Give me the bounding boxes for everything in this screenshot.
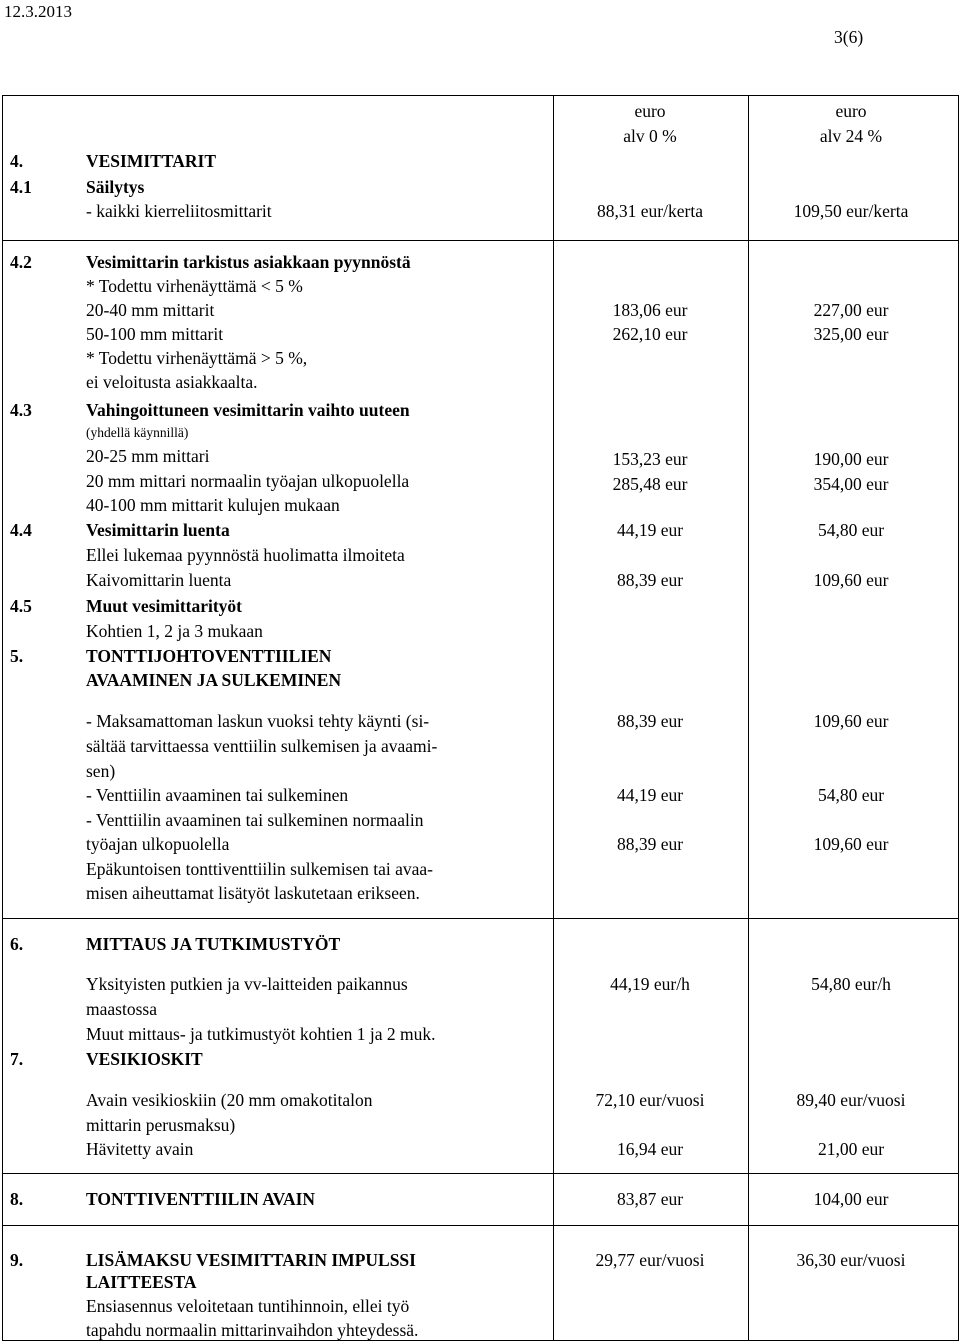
- item-label: - Venttiilin avaaminen tai sulkeminen: [86, 785, 349, 805]
- section-number: 4.3: [10, 400, 32, 420]
- item-label: Kaivomittarin luenta: [86, 570, 232, 590]
- price-alv24: 109,50 eur/kerta: [793, 201, 909, 221]
- price-alv0: 183,06 eur: [612, 300, 688, 320]
- section-number: 4.: [10, 151, 24, 171]
- price-alv0: 44,19 eur: [616, 785, 684, 805]
- price-alv24: 109,60 eur: [813, 570, 889, 590]
- item-label: Muut mittaus- ja tutkimustyöt kohtien 1 ja 2 muk.: [86, 1024, 436, 1044]
- section-title: Säilytys: [86, 177, 145, 197]
- item-label: misen aiheuttamat lisätyöt laskutetaan erikseen.: [86, 883, 420, 903]
- price-alv24: 109,60 eur: [813, 834, 889, 854]
- table-border-right: [958, 95, 959, 1341]
- price-alv0: 88,39 eur: [616, 570, 684, 590]
- section-title: TONTTIVENTTIILIN AVAIN: [86, 1189, 316, 1209]
- price-alv0: 16,94 eur: [616, 1139, 684, 1159]
- item-label: sältää tarvittaessa venttiilin sulkemisen ja avaami-: [86, 736, 438, 756]
- item-note: (yhdellä käynnillä): [86, 425, 189, 440]
- price-alv0: 285,48 eur: [612, 474, 688, 494]
- section-title: Vahingoittuneen vesimittarin vaihto uuteen: [86, 400, 410, 420]
- row-divider: [2, 1173, 959, 1174]
- price-alv24: 36,30 eur/vuosi: [796, 1250, 906, 1270]
- item-label: 20-25 mm mittari: [86, 446, 210, 466]
- column-divider-2: [748, 95, 749, 1341]
- item-label: ei veloitusta asiakkaalta.: [86, 372, 258, 392]
- price-alv24: 227,00 eur: [813, 300, 889, 320]
- price-alv0: 44,19 eur: [616, 520, 684, 540]
- price-alv0: 72,10 eur/vuosi: [595, 1090, 705, 1110]
- price-alv24: 354,00 eur: [813, 474, 889, 494]
- item-label: Ellei lukemaa pyynnöstä huolimatta ilmoiteta: [86, 545, 405, 565]
- item-label: tapahdu normaalin mittarinvaihdon yhteydessä.: [86, 1320, 419, 1340]
- section-number: 9.: [10, 1250, 24, 1270]
- item-label: työajan ulkopuolella: [86, 834, 230, 854]
- price-alv24: 54,80 eur/h: [811, 974, 891, 994]
- table-border-bottom: [2, 1340, 959, 1341]
- section-number: 7.: [10, 1049, 24, 1069]
- item-label: - Venttiilin avaaminen tai sulkeminen normaalin: [86, 810, 424, 830]
- price-alv24: 89,40 eur/vuosi: [796, 1090, 906, 1110]
- price-alv24: 104,00 eur: [813, 1189, 889, 1209]
- price-alv24: 54,80 eur: [817, 520, 885, 540]
- column-header-vat: alv 24 %: [819, 126, 883, 146]
- item-label: maastossa: [86, 999, 157, 1019]
- section-title: VESIKIOSKIT: [86, 1049, 203, 1069]
- price-alv24: 109,60 eur: [813, 711, 889, 731]
- item-label: mittarin perusmaksu): [86, 1115, 236, 1135]
- section-number: 4.5: [10, 596, 32, 616]
- item-label: 40-100 mm mittarit kulujen mukaan: [86, 495, 340, 515]
- price-alv24: 325,00 eur: [813, 324, 889, 344]
- item-label: Yksityisten putkien ja vv-laitteiden paikannus: [86, 974, 408, 994]
- row-divider: [2, 1225, 959, 1226]
- item-label: sen): [86, 761, 116, 781]
- item-label: - kaikki kierreliitosmittarit: [86, 201, 272, 221]
- item-label: - Maksamattoman laskun vuoksi tehty käynti (si-: [86, 711, 430, 731]
- column-header-currency: euro: [835, 101, 867, 121]
- section-number: 6.: [10, 934, 24, 954]
- section-number: 4.1: [10, 177, 32, 197]
- section-title: LAITTEESTA: [86, 1272, 197, 1292]
- item-label: * Todettu virhenäyttämä > 5 %,: [86, 348, 308, 368]
- section-title: TONTTIJOHTOVENTTIILIEN: [86, 646, 332, 666]
- column-header-vat: alv 0 %: [623, 126, 677, 146]
- table-border-left: [2, 95, 3, 1341]
- item-label: 20 mm mittari normaalin työajan ulkopuolella: [86, 471, 410, 491]
- price-alv24: 54,80 eur: [817, 785, 885, 805]
- item-label: * Todettu virhenäyttämä < 5 %: [86, 276, 303, 296]
- page-number: 3(6): [834, 27, 864, 47]
- item-label: Kohtien 1, 2 ja 3 mukaan: [86, 621, 263, 641]
- column-divider-1: [553, 95, 554, 1341]
- item-label: Epäkuntoisen tonttiventtiilin sulkemisen tai avaa-: [86, 859, 434, 879]
- price-alv0: 88,39 eur: [616, 834, 684, 854]
- section-title: Vesimittarin tarkistus asiakkaan pyynnöstä: [86, 252, 411, 272]
- price-alv0: 88,39 eur: [616, 711, 684, 731]
- document-date: 12.3.2013: [4, 2, 72, 21]
- row-divider: [2, 240, 959, 241]
- row-divider: [2, 918, 959, 919]
- price-alv0: 88,31 eur/kerta: [597, 201, 703, 221]
- item-label: 20-40 mm mittarit: [86, 300, 215, 320]
- price-alv0: 29,77 eur/vuosi: [595, 1250, 705, 1270]
- section-number: 5.: [10, 646, 24, 666]
- price-alv24: 21,00 eur: [817, 1139, 885, 1159]
- price-alv0: 44,19 eur/h: [610, 974, 690, 994]
- section-title: MITTAUS JA TUTKIMUSTYÖT: [86, 934, 341, 954]
- price-alv0: 83,87 eur: [616, 1189, 684, 1209]
- item-label: Ensiasennus veloitetaan tuntihinnoin, ellei työ: [86, 1296, 410, 1316]
- item-label: Avain vesikioskiin (20 mm omakotitalon: [86, 1090, 373, 1110]
- section-title: Vesimittarin luenta: [86, 520, 230, 540]
- section-number: 4.2: [10, 252, 32, 272]
- section-number: 8.: [10, 1189, 24, 1209]
- price-alv0: 262,10 eur: [612, 324, 688, 344]
- section-title: Muut vesimittarityöt: [86, 596, 243, 616]
- item-label: 50-100 mm mittarit: [86, 324, 224, 344]
- price-alv0: 153,23 eur: [612, 449, 688, 469]
- section-title: AVAAMINEN JA SULKEMINEN: [86, 670, 342, 690]
- column-header-currency: euro: [634, 101, 666, 121]
- table-border-top: [2, 95, 959, 96]
- section-number: 4.4: [10, 520, 32, 540]
- item-label: Hävitetty avain: [86, 1139, 194, 1159]
- section-title: LISÄMAKSU VESIMITTARIN IMPULSSI: [86, 1250, 416, 1270]
- section-title: VESIMITTARIT: [86, 151, 216, 171]
- price-alv24: 190,00 eur: [813, 449, 889, 469]
